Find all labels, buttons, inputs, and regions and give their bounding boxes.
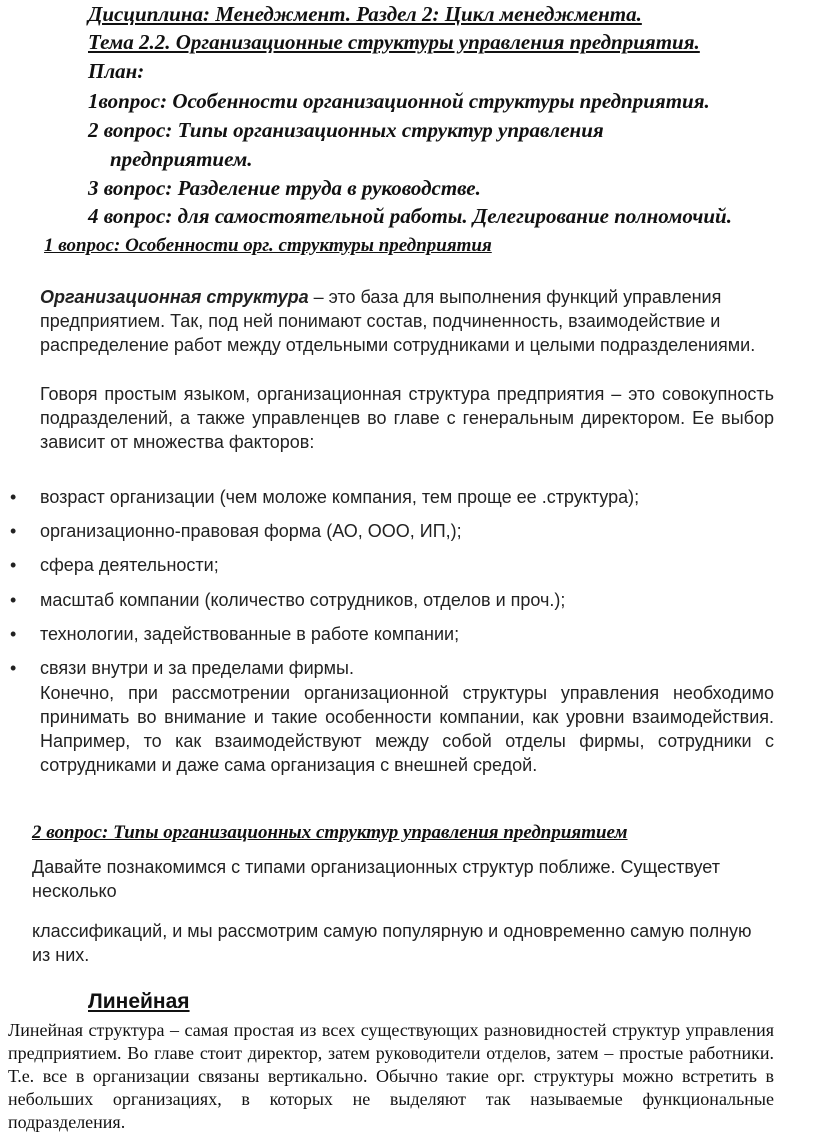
bullet-icon: •	[10, 521, 17, 541]
bullet-icon: •	[10, 555, 17, 575]
plan-item-4: 4 вопрос: для самостоятельной работы. Делегирование полномочий.	[88, 204, 732, 228]
intro-line-1: Давайте познакомимся с типами организационных структур поближе. Существует	[32, 857, 720, 877]
section-2-title: 2 вопрос: Типы организационных структур управления предприятием	[32, 822, 628, 843]
intro-2-line-2: из них.	[32, 945, 90, 965]
linear-structure-title: Линейная	[88, 990, 190, 1013]
definition-term: Организационная структура	[40, 287, 309, 307]
document-page: Дисциплина: Менеджмент. Раздел 2: Цикл менеджмента. Тема 2.2. Организационные структуры управления предприятия. План: 1вопрос: Особенности организационной структуры предприятия. 2 вопрос: Типы организационных структур управления предприятием. 3 вопрос: Разделение труда в руководстве. 4 вопрос: для самостоятельной работы. Делегирование полномочий. 1 вопрос: Особенности орг. структуры предприятия Организационная структура – это база для выполнения функций управления предприятием. Так, под ней понимают состав, подчиненность, взаимодействие и распределение работ между отдельными сотрудниками и целыми подразделениями. Говоря простым языком, организационная структура предприятия – это совокупность подразделений, а также управленцев во главе с генеральным директором. Ее выбор зависит от множества факторов: • возраст организации (чем моложе компания, тем проще ее .структура); • организационно-правовая форма (АО, ООО, ИП,); • сфера деятельности; • масштаб компании (количество сотрудников, отделов и проч.); • технологии, задействованные в работе компании; • связи внутри и за пределами фирмы. Конечно, при рассмотрении организационной структуры управления необходимо принимать во внимание и такие особенности компании, как уровни взаимодействия. Например, то как взаимодействуют между собой отделы фирмы, сотрудники с сотрудниками и даже сама организация с внешней средой. 2 вопрос: Типы организационных структур управления предприятием Давайте познакомимся с типами организационных структур поближе. Существует несколько классификаций, и мы рассмотрим самую популярную и одновременно самую полную из них. Линейная Линейная структура – самая простая из всех существующих разновидностей структур управления предприятием. Во главе стоит директор, затем руководители отделов, затем – простые работники. Т.е. все в организации связаны вертикально. Обычно такие орг. структуры можно встретить в небольших организациях, в которых не выделяют так называемые функциональные подразделения.	[8, 2, 774, 1132]
plan-label: План:	[88, 59, 145, 83]
definition-line-1	[40, 285, 721, 309]
plan-item-2-continuation: предприятием.	[110, 147, 253, 171]
bullet-icon: •	[10, 658, 17, 678]
intro-line-2: несколько	[32, 881, 117, 901]
bullet-icon: •	[10, 487, 17, 507]
bullet-icon: •	[10, 624, 17, 644]
conclusion-paragraph: Конечно, при рассмотрении организационной структуры управления необходимо принимать во внимание и такие особенности компании, как уровни взаимодействия. Например, то как взаимодействуют между собой отделы фирмы, сотрудники с сотрудниками и даже сама организация с внешней средой.	[40, 683, 774, 775]
plan-item-3: 3 вопрос: Разделение труда в руководстве.	[88, 176, 481, 200]
plan-item-1: 1вопрос: Особенности организационной структуры предприятия.	[88, 89, 710, 113]
definition-line-3: распределение работ между отдельными сотрудниками и целыми подразделениями.	[40, 335, 756, 355]
linear-structure-paragraph: Линейная структура – самая простая из всех существующих разновидностей структур управления предприятием. Во главе стоит директор, затем руководители отделов, затем – простые работники. Т.е. все в организации связаны вертикально. Обычно такие орг. структуры можно встретить в небольших организациях, в которых не выделяют так называемые функциональные подразделения.	[8, 1020, 774, 1132]
simple-explanation-paragraph: Говоря простым языком, организационная структура предприятия – это совокупность подразделений, а также управленцев во главе с генеральным директором. Ее выбор зависит от множества факторов:	[40, 384, 774, 452]
topic-heading: Тема 2.2. Организационные структуры управления предприятия.	[88, 30, 700, 54]
bullet-icon: •	[10, 590, 17, 610]
definition-line-2: предприятием. Так, под ней понимают состав, подчиненность, взаимодействие и	[40, 311, 721, 331]
definition-rest: – это база для выполнения функций управления	[308, 287, 722, 307]
discipline-heading: Дисциплина: Менеджмент. Раздел 2: Цикл менеджмента.	[88, 2, 642, 26]
section-1-title: 1 вопрос: Особенности орг. структуры предприятия	[44, 235, 492, 256]
intro-2-line-1: классификаций, и мы рассмотрим самую популярную и одновременно самую полную	[32, 921, 752, 941]
plan-item-2: 2 вопрос: Типы организационных структур управления	[88, 118, 604, 142]
